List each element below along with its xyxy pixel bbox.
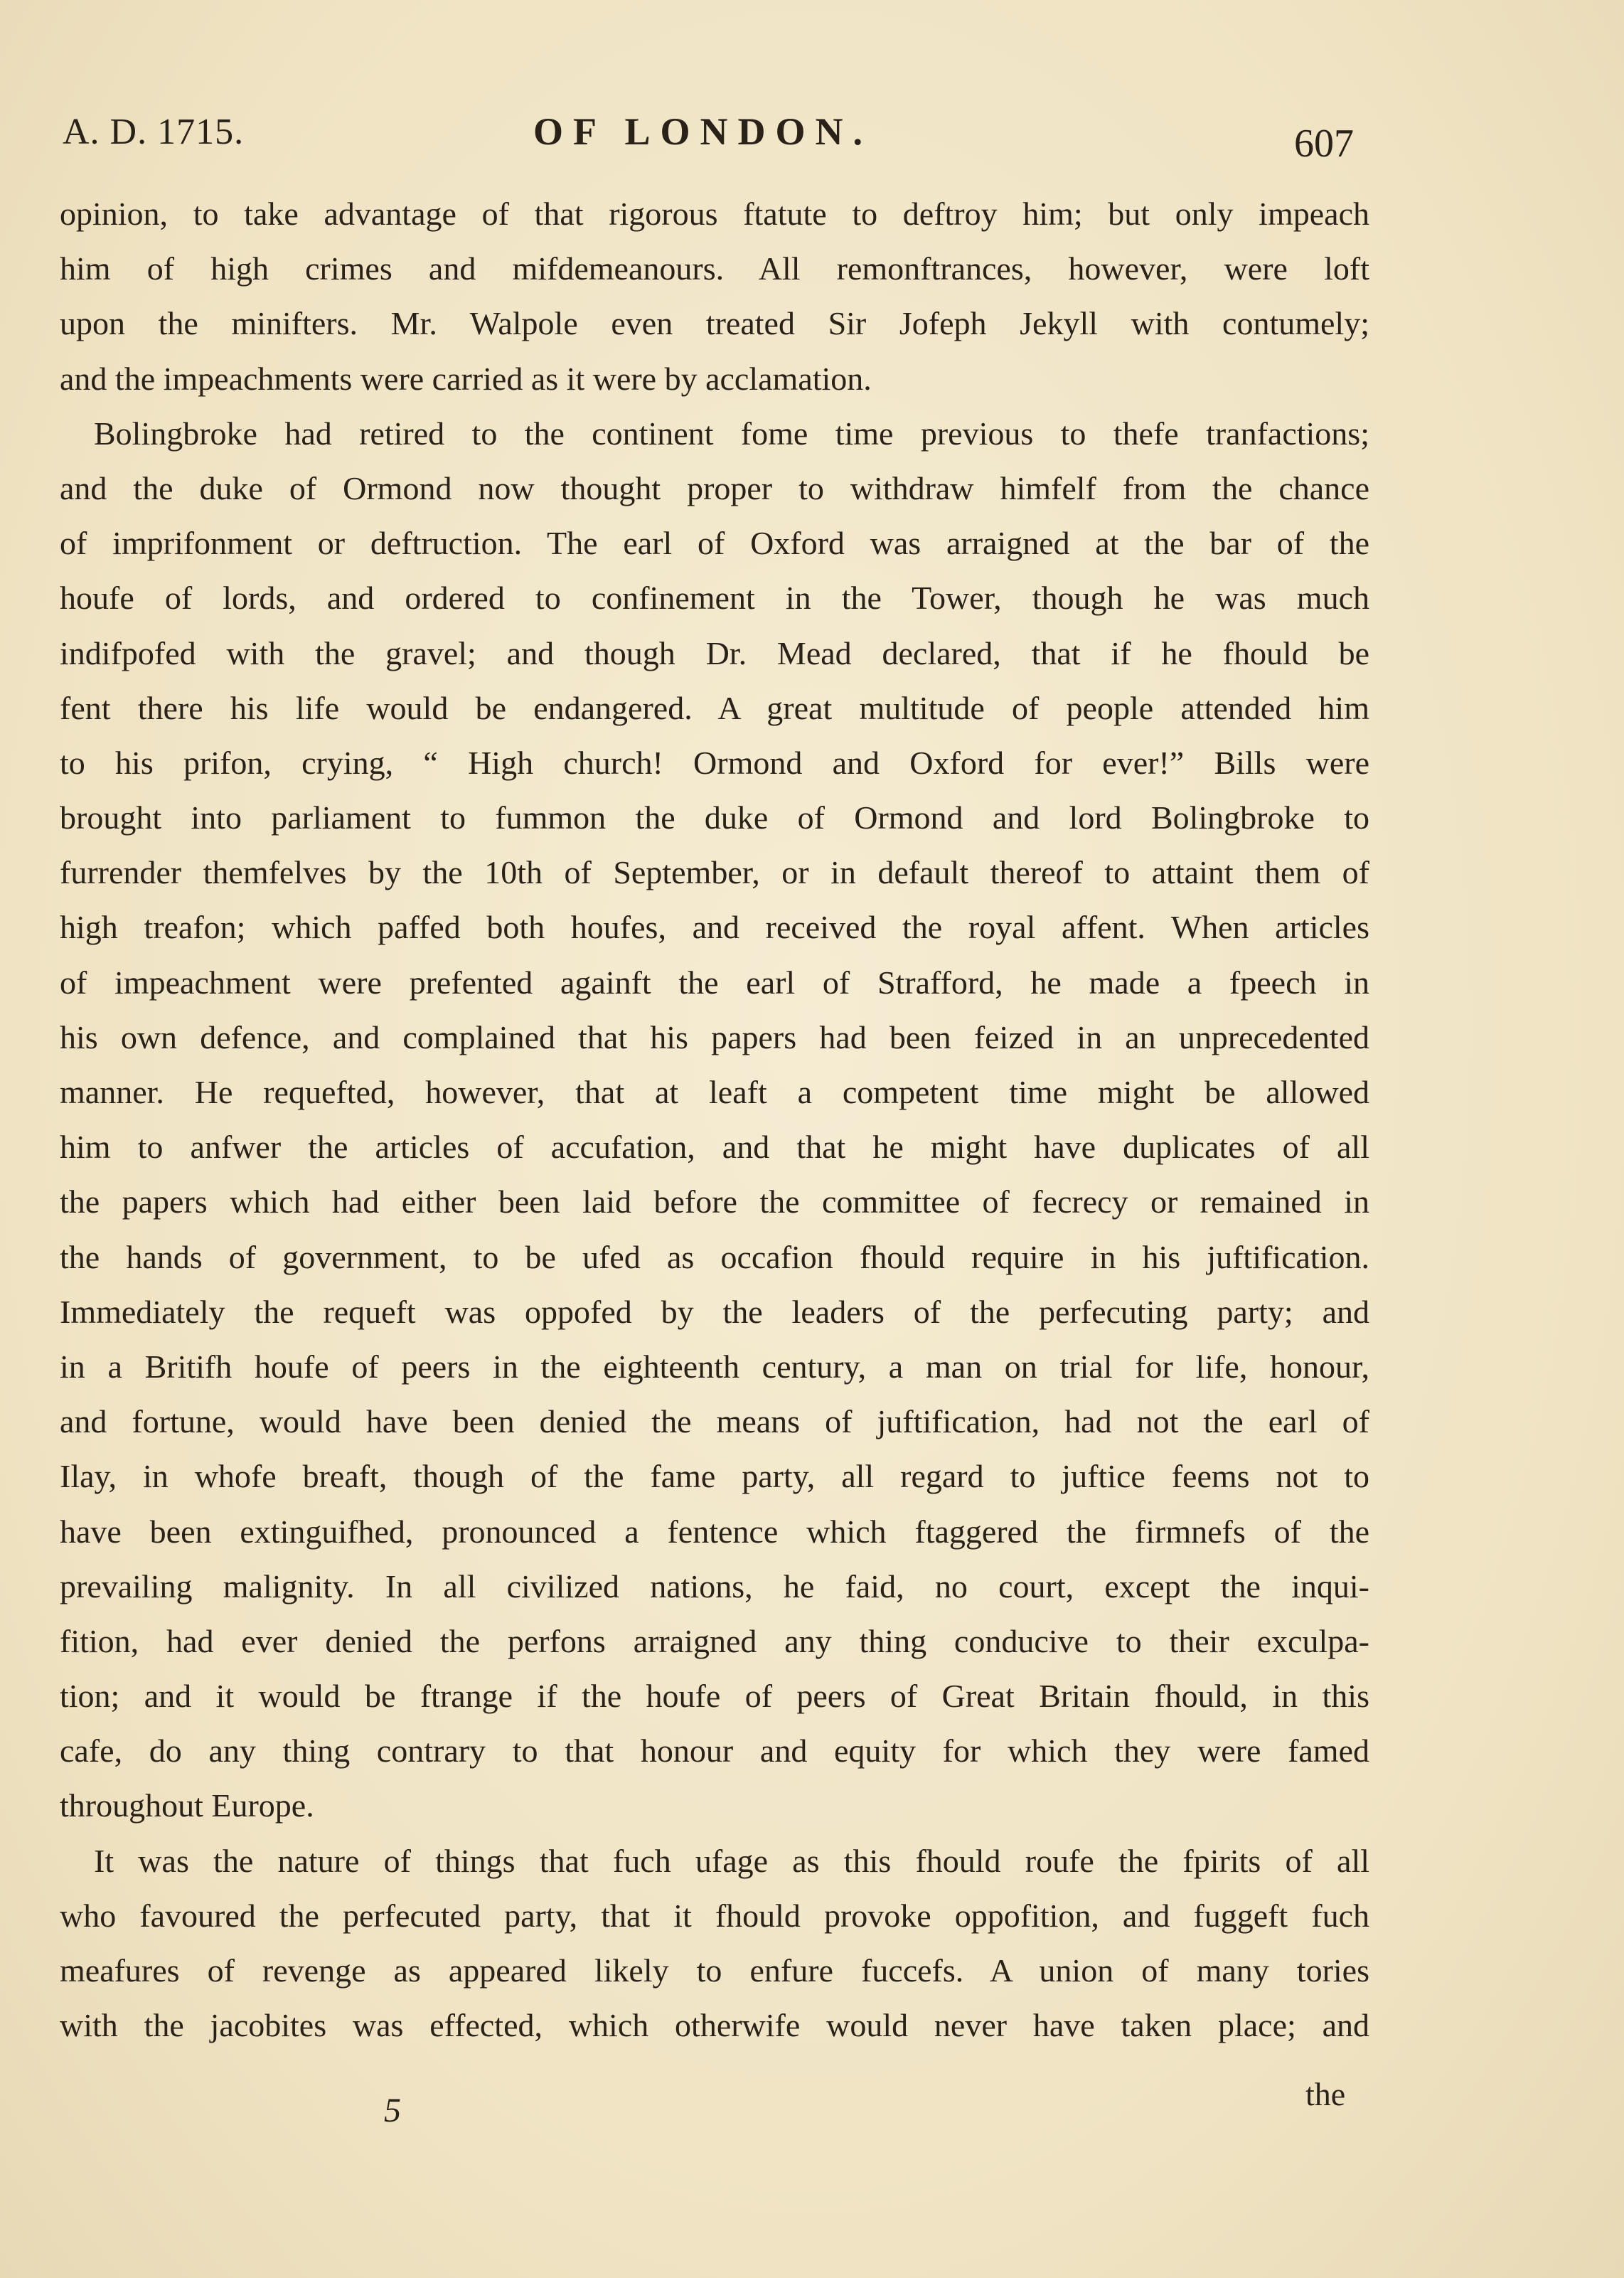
text-line: brought into parliament to fummon the duke of Ormond and lord Bolingbroke to: [60, 799, 1369, 836]
text-line: houfe of lords, and ordered to confinement in the Tower, though he was much: [60, 580, 1369, 617]
text-line: opinion, to take advantage of that rigorous ftatute to deftroy him; but only impeach: [60, 196, 1369, 232]
text-line: tion; and it would be ftrange if the houfe of peers of Great Britain fhould, in this: [60, 1678, 1369, 1715]
text-line: his own defence, and complained that his papers had been feized in an unprecedented: [60, 1018, 1369, 1055]
text-line: fition, had ever denied the perfons arraigned any thing conducive to their exculpa-: [60, 1622, 1369, 1659]
text-line: and fortune, would have been denied the means of juftification, had not the earl of: [60, 1403, 1369, 1440]
text-line: manner. He requefted, however, that at leaft a competent time might be allowed: [60, 1074, 1369, 1110]
text-line: to his prifon, crying, “ High church! Ormond and Oxford for ever!” Bills were: [60, 744, 1369, 781]
body-text: [60, 186, 1369, 2053]
text-line: meafures of revenge as appeared likely to enfure fuccefs. A union of many tories: [60, 1952, 1369, 1989]
text-line: with the jacobites was effected, which otherwife would never have taken place; and: [60, 2007, 1369, 2044]
header-title: OF LONDON.: [533, 110, 872, 153]
header-year: A. D. 1715.: [63, 112, 245, 152]
page-number: 607: [1294, 122, 1354, 166]
text-line: and the impeachments were carried as it were by acclamation.: [60, 360, 872, 397]
text-line: indifpofed with the gravel; and though Dr. Mead declared, that if he fhould be: [60, 634, 1369, 671]
text-line: him of high crimes and mifdemeanours. All remonftrances, however, were loft: [60, 250, 1369, 287]
text-line: Ilay, in whofe breaft, though of the fame party, all regard to juftice feems not to: [60, 1458, 1369, 1495]
text-line: in a Britifh houfe of peers in the eighteenth century, a man on trial for life, honour,: [60, 1348, 1369, 1385]
text-line: of imprifonment or deftruction. The earl of Oxford was arraigned at the bar of the: [60, 525, 1369, 562]
text-line: him to anfwer the articles of accufation, and that he might have duplicates of all: [60, 1129, 1369, 1166]
text-line: of impeachment were prefented againft the earl of Strafford, he made a fpeech in: [60, 964, 1369, 1001]
text-line: prevailing malignity. In all civilized nations, he faid, no court, except the inqui-: [60, 1568, 1369, 1604]
text-line: Immediately the requeft was oppofed by the leaders of the perfecuting party; and: [60, 1293, 1369, 1330]
text-line: throughout Europe.: [60, 1787, 314, 1824]
text-line: It was the nature of things that fuch ufage as this fhould roufe the fpirits of all: [94, 1842, 1369, 1879]
catchword: the: [1305, 2076, 1346, 2112]
running-header: [0, 105, 1624, 166]
text-line: and the duke of Ormond now thought proper to withdraw himfelf from the chance: [60, 469, 1369, 506]
text-line: the papers which had either been laid before the committee of fecrecy or remained in: [60, 1183, 1369, 1220]
text-line: the hands of government, to be ufed as occafion fhould require in his juftification.: [60, 1238, 1369, 1275]
page-footer: [0, 2075, 1624, 2132]
text-line: furrender themfelves by the 10th of September, or in default thereof to attaint them of: [60, 854, 1369, 891]
text-line: have been extinguifhed, pronounced a fentence which ftaggered the firmnefs of the: [60, 1513, 1369, 1550]
text-line: who favoured the perfecuted party, that it fhould provoke oppofition, and fuggeft fuch: [60, 1897, 1369, 1934]
text-line: cafe, do any thing contrary to that honour and equity for which they were famed: [60, 1733, 1369, 1769]
text-line: high treafon; which paffed both houfes, and received the royal affent. When articles: [60, 909, 1369, 946]
text-line: fent there his life would be endangered. A great multitude of people attended him: [60, 689, 1369, 726]
text-line: Bolingbroke had retired to the continent fome time previous to thefe tranfactions;: [94, 415, 1369, 452]
text-line: upon the minifters. Mr. Walpole even treated Sir Jofeph Jekyll with contumely;: [60, 305, 1369, 342]
signature-mark: 5: [384, 2092, 401, 2129]
